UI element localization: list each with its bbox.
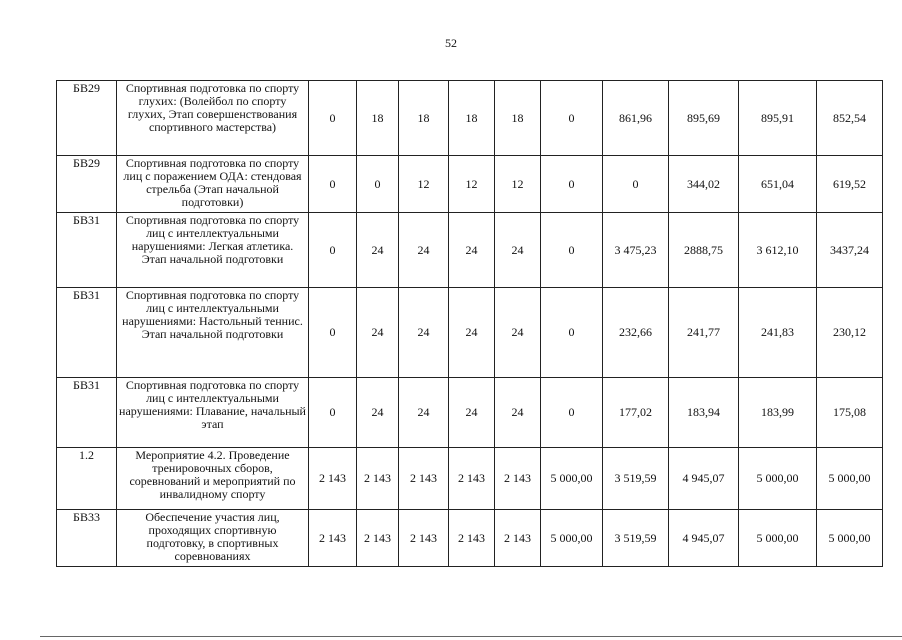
row-value-cell: 3 475,23 [603, 213, 669, 288]
footer-divider [40, 636, 902, 637]
row-value-cell: 2 143 [495, 448, 541, 510]
row-value-cell: 183,94 [669, 378, 739, 448]
table-row [57, 288, 883, 378]
row-value-cell: 3437,24 [817, 213, 883, 288]
row-value-cell: 5 000,00 [739, 448, 817, 510]
row-code-cell: БВ33 [57, 510, 117, 567]
row-value-cell: 3 612,10 [739, 213, 817, 288]
row-value-cell: 3 519,59 [603, 448, 669, 510]
row-value-cell: 241,77 [669, 288, 739, 378]
row-value-cell: 24 [399, 378, 449, 448]
row-code-cell: 1.2 [57, 448, 117, 510]
row-value-cell: 24 [399, 213, 449, 288]
row-value-cell: 5 000,00 [817, 510, 883, 567]
row-value-cell: 24 [449, 378, 495, 448]
row-value-cell: 12 [399, 156, 449, 213]
row-code-cell: БВ31 [57, 288, 117, 378]
row-description-cell: Спортивная подготовка по спорту глухих: (Волейбол по спорту глухих, Этап совершенствования спортивного мастерства) [117, 81, 309, 156]
row-value-cell: 24 [357, 378, 399, 448]
row-value-cell: 852,54 [817, 81, 883, 156]
row-value-cell: 5 000,00 [541, 448, 603, 510]
row-value-cell: 0 [309, 288, 357, 378]
row-value-cell: 2 143 [399, 510, 449, 567]
row-value-cell: 24 [357, 288, 399, 378]
row-value-cell: 5 000,00 [541, 510, 603, 567]
row-value-cell: 2 143 [495, 510, 541, 567]
row-description-cell: Спортивная подготовка по спорту лиц с интеллектуальными нарушениями: Плавание, начальный этап [117, 378, 309, 448]
row-value-cell: 344,02 [669, 156, 739, 213]
row-value-cell: 895,69 [669, 81, 739, 156]
row-value-cell: 2 143 [449, 448, 495, 510]
table-body [57, 81, 883, 567]
row-value-cell: 651,04 [739, 156, 817, 213]
row-value-cell: 241,83 [739, 288, 817, 378]
row-value-cell: 18 [357, 81, 399, 156]
row-value-cell: 24 [495, 288, 541, 378]
table-row [57, 81, 883, 156]
row-value-cell: 2 143 [309, 510, 357, 567]
row-value-cell: 24 [357, 213, 399, 288]
row-value-cell: 0 [357, 156, 399, 213]
row-value-cell: 5 000,00 [739, 510, 817, 567]
page-number: 52 [445, 36, 457, 50]
row-value-cell: 0 [541, 288, 603, 378]
row-code-cell: БВ29 [57, 81, 117, 156]
row-description-cell: Мероприятие 4.2. Проведение тренировочных сборов, соревнований и мероприятий по инвалидному спорту [117, 448, 309, 510]
row-code-cell: БВ29 [57, 156, 117, 213]
row-value-cell: 2 143 [449, 510, 495, 567]
row-value-cell: 18 [495, 81, 541, 156]
row-value-cell: 2 143 [309, 448, 357, 510]
table-row [57, 448, 883, 510]
table-row [57, 156, 883, 213]
row-value-cell: 5 000,00 [817, 448, 883, 510]
row-value-cell: 18 [449, 81, 495, 156]
row-value-cell: 175,08 [817, 378, 883, 448]
row-value-cell: 24 [495, 213, 541, 288]
row-description-cell: Спортивная подготовка по спорту лиц с поражением ОДА: стендовая стрельба (Этап начальной подготовки) [117, 156, 309, 213]
row-value-cell: 0 [309, 156, 357, 213]
row-value-cell: 4 945,07 [669, 510, 739, 567]
row-description-cell: Обеспечение участия лиц, проходящих спортивную подготовку, в спортивных соревнованиях [117, 510, 309, 567]
row-value-cell: 177,02 [603, 378, 669, 448]
row-value-cell: 619,52 [817, 156, 883, 213]
row-value-cell: 895,91 [739, 81, 817, 156]
row-value-cell: 18 [399, 81, 449, 156]
row-value-cell: 0 [541, 378, 603, 448]
row-code-cell: БВ31 [57, 378, 117, 448]
row-value-cell: 0 [309, 213, 357, 288]
row-value-cell: 12 [449, 156, 495, 213]
row-description-cell: Спортивная подготовка по спорту лиц с интеллектуальными нарушениями: Легкая атлетика. Этап начальной подготовки [117, 213, 309, 288]
table-row [57, 213, 883, 288]
table-row [57, 378, 883, 448]
row-value-cell: 230,12 [817, 288, 883, 378]
row-value-cell: 3 519,59 [603, 510, 669, 567]
row-value-cell: 24 [449, 288, 495, 378]
row-value-cell: 0 [541, 81, 603, 156]
row-value-cell: 2 143 [357, 448, 399, 510]
row-value-cell: 0 [541, 213, 603, 288]
row-value-cell: 0 [541, 156, 603, 213]
row-value-cell: 183,99 [739, 378, 817, 448]
row-value-cell: 2 143 [399, 448, 449, 510]
row-value-cell: 2888,75 [669, 213, 739, 288]
row-value-cell: 24 [495, 378, 541, 448]
table-row [57, 510, 883, 567]
row-description-cell: Спортивная подготовка по спорту лиц с интеллектуальными нарушениями: Настольный теннис. Этап начальной подготовки [117, 288, 309, 378]
row-value-cell: 0 [309, 378, 357, 448]
row-value-cell: 4 945,07 [669, 448, 739, 510]
row-value-cell: 24 [399, 288, 449, 378]
row-value-cell: 232,66 [603, 288, 669, 378]
row-value-cell: 12 [495, 156, 541, 213]
row-value-cell: 0 [603, 156, 669, 213]
row-value-cell: 0 [309, 81, 357, 156]
row-value-cell: 2 143 [357, 510, 399, 567]
row-value-cell: 24 [449, 213, 495, 288]
budget-table [56, 80, 883, 567]
row-code-cell: БВ31 [57, 213, 117, 288]
row-value-cell: 861,96 [603, 81, 669, 156]
